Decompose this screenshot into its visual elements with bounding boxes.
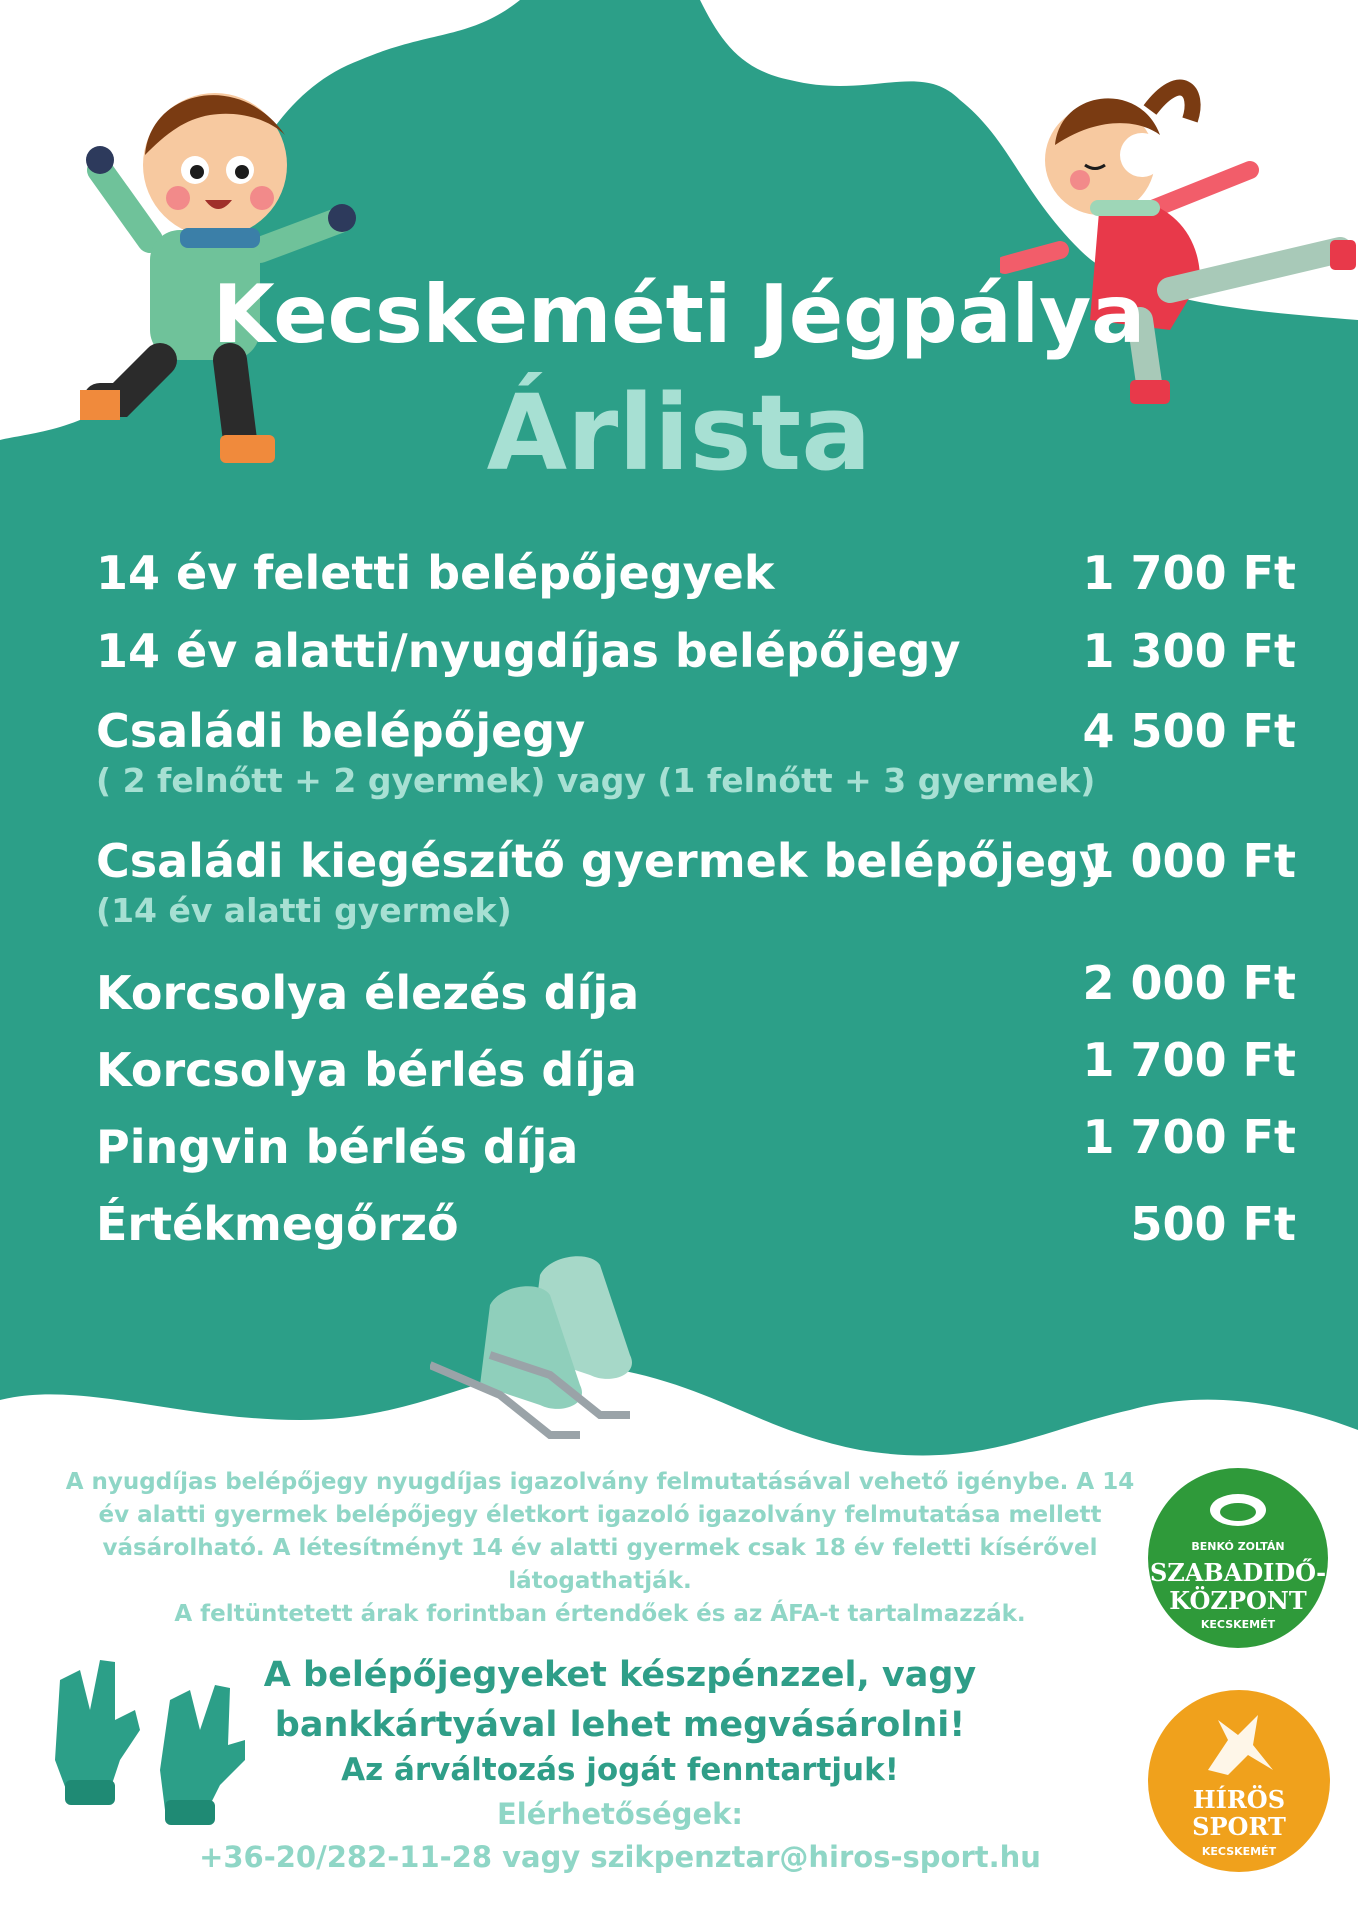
payment-line: bankkártyával lehet megvásárolni! — [274, 1705, 966, 1745]
price-row — [96, 833, 1296, 933]
price-row — [96, 623, 1296, 679]
price-item-label: 14 év alatti/nyugdíjas belépőjegy — [96, 624, 961, 678]
payment-line: A belépőjegyeket készpénzzel, vagy — [263, 1655, 977, 1695]
price-row — [96, 1033, 1296, 1098]
price-row — [96, 703, 1296, 803]
payment-notice — [220, 1650, 1020, 1750]
footnote — [40, 1466, 1160, 1631]
ice-skates-icon — [430, 1245, 680, 1455]
footnote-line: A nyugdíjas belépőjegy nyugdíjas igazolvány felmutatásával vehető igénybe. A 14 — [65, 1469, 1135, 1495]
price-value: 1 700 Ft — [1082, 546, 1296, 600]
price-item-note: (14 év alatti gyermek) — [96, 891, 512, 930]
logo-line: HÍRÖS — [1192, 1785, 1286, 1814]
price-item-label: Értékmegőrző — [96, 1197, 459, 1251]
price-change-notice: Az árváltozás jogát fenntartjuk! — [341, 1752, 899, 1788]
price-value: 1 300 Ft — [1082, 624, 1296, 678]
logo-city: KECSKEMÉT — [1201, 1845, 1277, 1858]
logo-line: SPORT — [1192, 1812, 1286, 1841]
price-item-label: Korcsolya élezés díja — [96, 966, 640, 1020]
price-item-label: Családi kiegészítő gyermek belépőjegy — [96, 834, 1109, 888]
contact-heading: Elérhetőségek: — [496, 1797, 744, 1831]
swoosh-icon — [1208, 1490, 1268, 1530]
price-value: 1 000 Ft — [1082, 834, 1296, 888]
footnote-line: látogathatják. — [508, 1568, 692, 1594]
logo-line: KÖZPONT — [1169, 1586, 1307, 1615]
price-row — [96, 545, 1296, 601]
price-value: 1 700 Ft — [1082, 1110, 1296, 1164]
footnote-line: év alatti gyermek belépőjegy életkort igazoló igazolvány felmutatása mellett — [98, 1502, 1102, 1528]
logo-top-text: BENKÓ ZOLTÁN — [1191, 1540, 1285, 1553]
price-item-label: Korcsolya bérlés díja — [96, 1043, 637, 1097]
price-row — [96, 1110, 1296, 1175]
page-subtitle: Árlista — [486, 372, 872, 494]
price-item-note: ( 2 felnőtt + 2 gyermek) vagy (1 felnőtt + 3 gyermek) — [96, 761, 1096, 800]
price-item-label: 14 év feletti belépőjegyek — [96, 546, 775, 600]
price-row — [96, 956, 1296, 1021]
price-value: 1 700 Ft — [1082, 1033, 1296, 1087]
page-title: Kecskeméti Jégpálya — [212, 268, 1146, 361]
logo-line: SZABADIDŐ- — [1149, 1558, 1327, 1587]
footnote-line: A feltüntetett árak forintban értendőek és az ÁFA-t tartalmazzák. — [174, 1601, 1026, 1627]
logo-city: KECSKEMÉT — [1200, 1618, 1276, 1631]
price-value: 500 Ft — [1130, 1197, 1296, 1251]
price-value: 2 000 Ft — [1082, 956, 1296, 1010]
hiros-sport-logo — [1148, 1690, 1330, 1872]
price-row — [96, 1196, 1296, 1252]
goat-icon — [1198, 1710, 1278, 1780]
footnote-line: vásárolható. A létesítményt 14 év alatti gyermek csak 18 év feletti kísérővel — [102, 1535, 1098, 1561]
price-item-label: Családi belépőjegy — [96, 704, 586, 758]
price-item-label: Pingvin bérlés díja — [96, 1120, 579, 1174]
contact-details: +36-20/282-11-28 vagy szikpenztar@hiros-sport.hu — [199, 1840, 1041, 1874]
price-value: 4 500 Ft — [1082, 704, 1296, 758]
benko-szabadido-kozpont-logo — [1148, 1468, 1328, 1648]
